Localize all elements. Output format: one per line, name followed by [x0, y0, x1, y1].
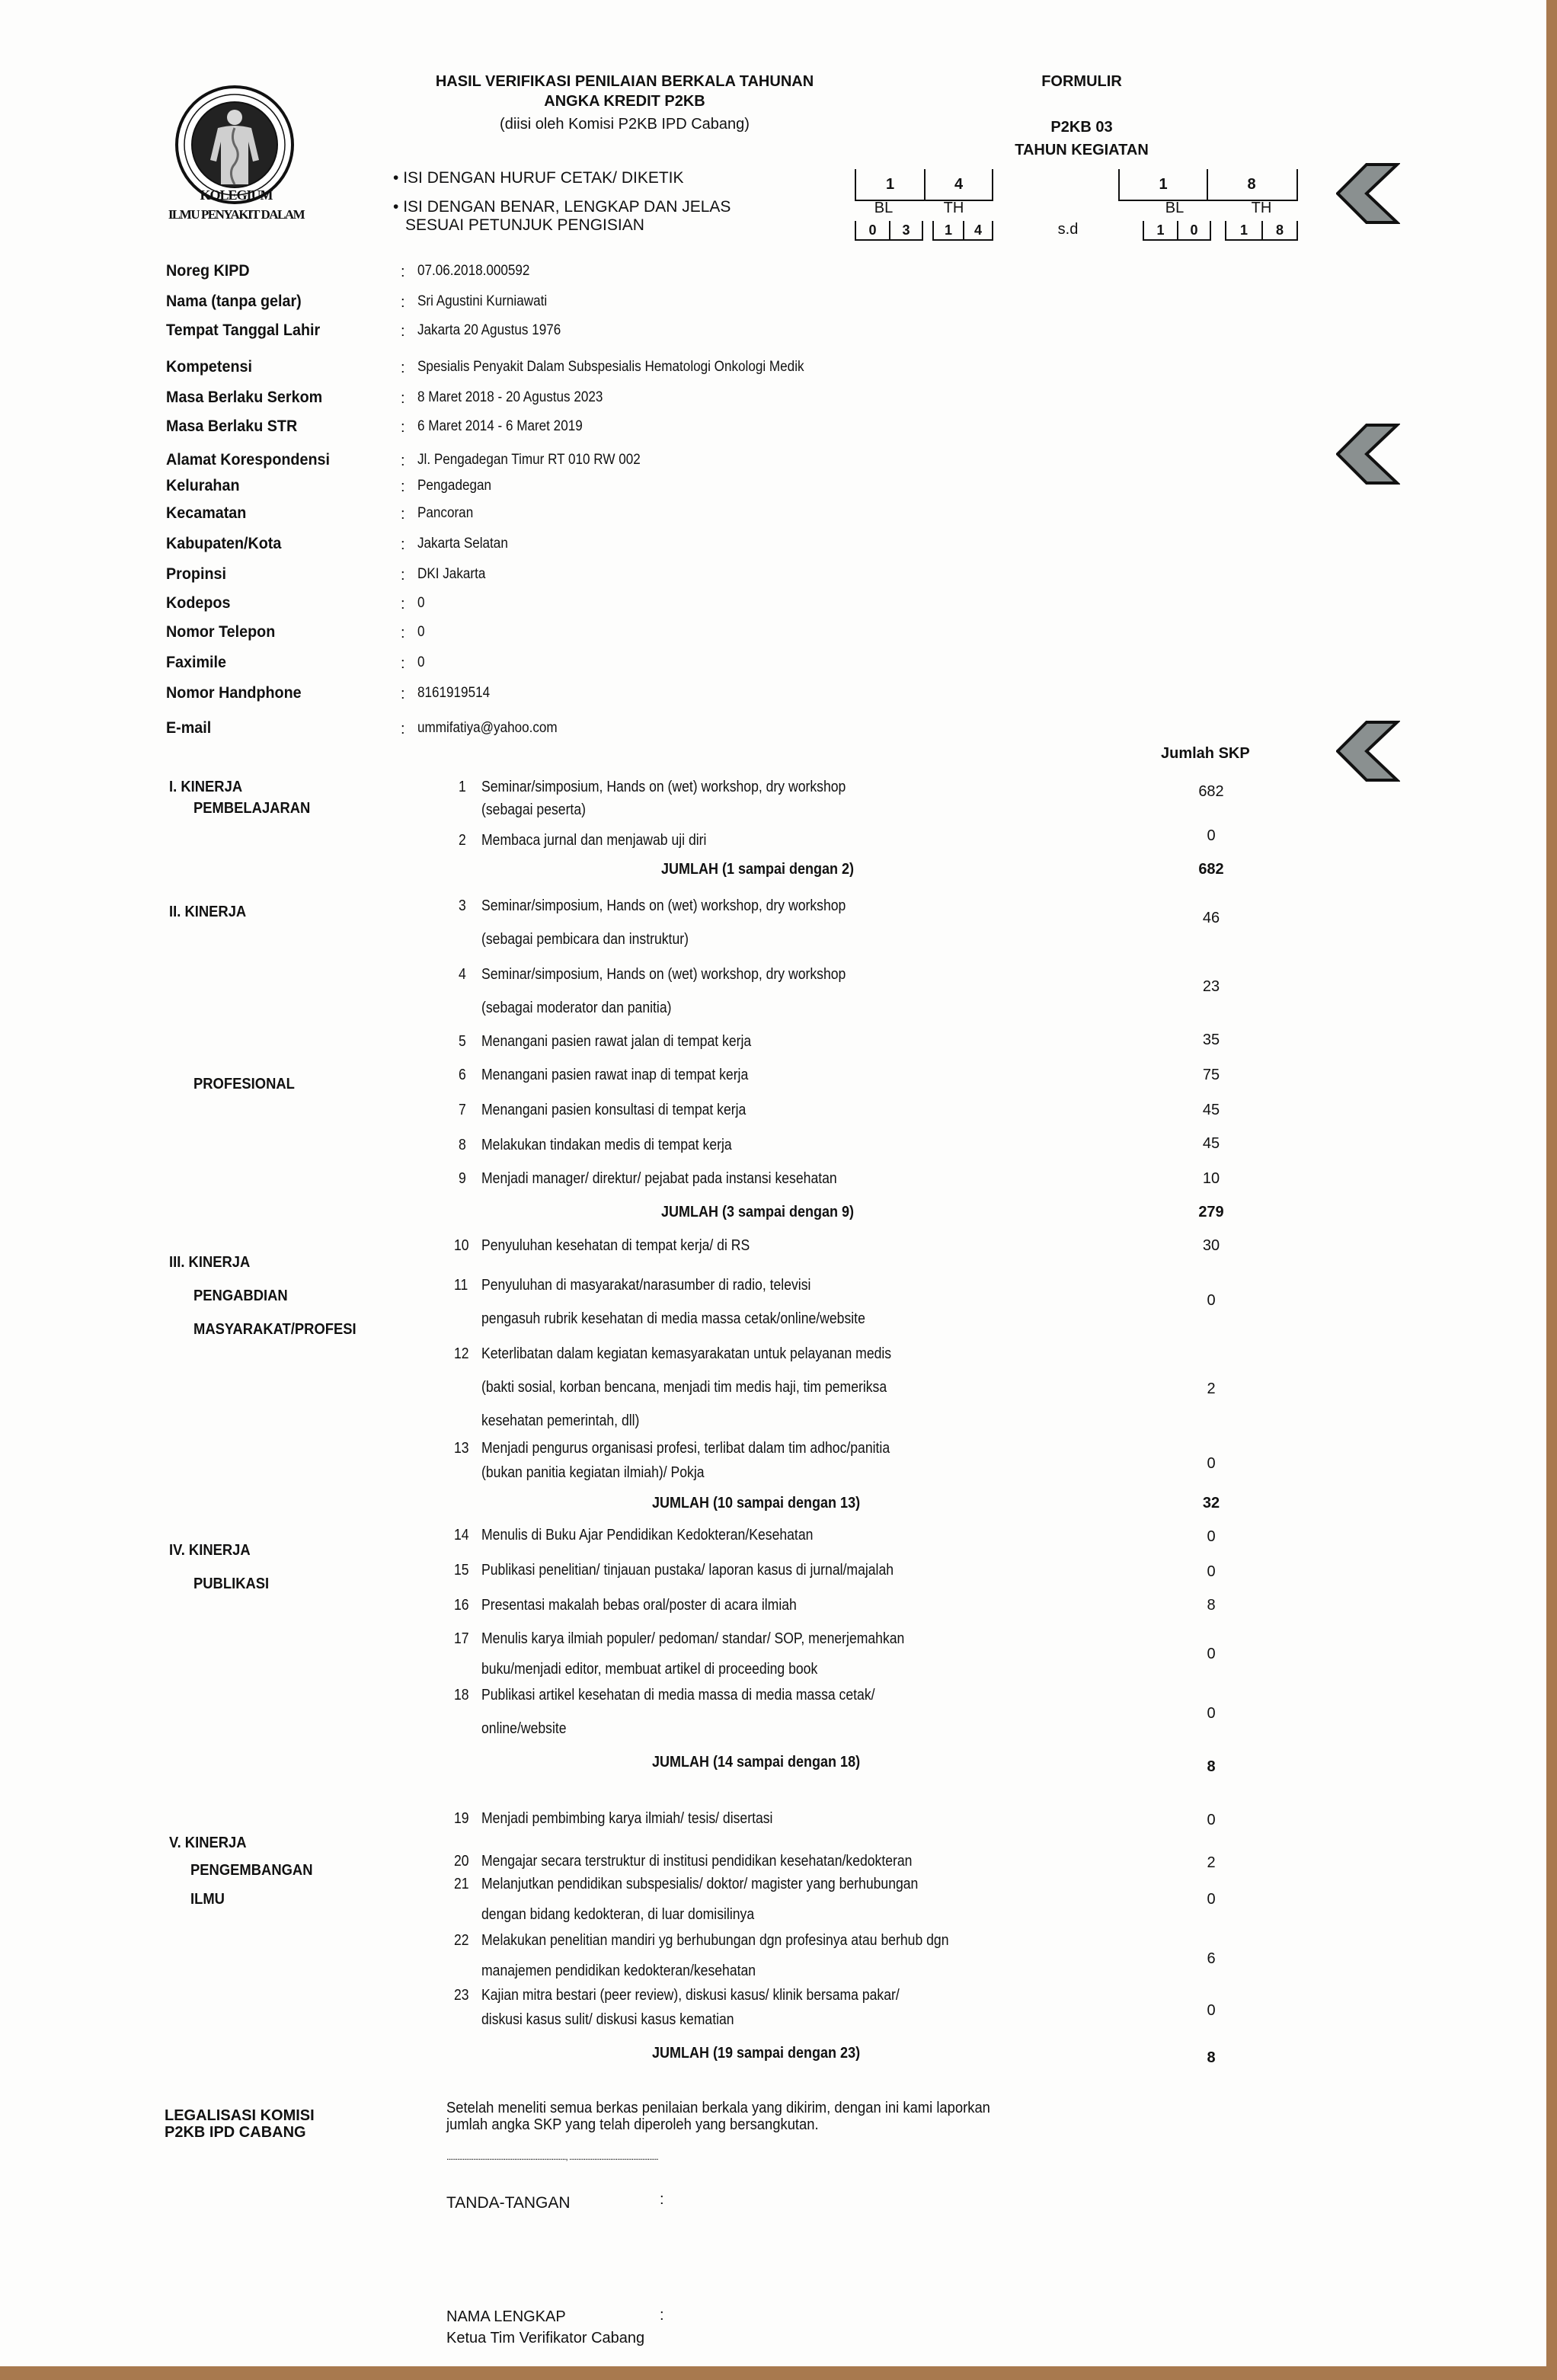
total-value: 32	[1202, 1495, 1220, 1511]
item-description: Menjadi pembimbing karya ilmiah/ tesis/ disertasi	[481, 1810, 773, 1827]
field-value: 8161919514	[417, 685, 491, 701]
item-description: Melakukan penelitian mandiri yg berhubungan dgn profesinya atau berhub dgn	[481, 1932, 949, 1949]
signature-label: TANDA-TANGAN	[446, 2194, 571, 2212]
field-label: Faximile	[166, 654, 227, 671]
field-value: 8 Maret 2018 - 20 Agustus 2023	[417, 389, 603, 405]
field-label: Masa Berlaku Serkom	[166, 389, 323, 406]
item-description: Publikasi artikel kesehatan di media massa di media massa cetak/	[481, 1687, 875, 1703]
digit: 8	[1275, 222, 1284, 238]
sd-label: s.d	[1057, 221, 1079, 238]
field-label: Kecamatan	[166, 504, 247, 522]
field-label: Kompetensi	[166, 358, 252, 376]
title-line-1: HASIL VERIFIKASI PENILAIAN BERKALA TAHUNAN	[435, 73, 814, 90]
item-description: Seminar/simposium, Hands on (wet) workshop, dry workshop	[481, 966, 846, 983]
item-skp-value: 35	[1202, 1032, 1220, 1048]
field-colon: :	[401, 686, 405, 702]
item-skp-value: 45	[1202, 1102, 1220, 1118]
item-description: Keterlibatan dalam kegiatan kemasyarakatan untuk pelayanan medis	[481, 1345, 892, 1362]
item-skp-value: 2	[1207, 1380, 1216, 1397]
item-skp-value: 30	[1202, 1237, 1220, 1254]
digit: 4	[974, 222, 982, 238]
item-number: 11	[454, 1277, 468, 1294]
item-description: (sebagai moderator dan panitia)	[481, 1000, 672, 1016]
item-number: 13	[454, 1440, 469, 1457]
field-colon: :	[401, 390, 405, 407]
instruction-1: • ISI DENGAN HURUF CETAK/ DIKETIK	[393, 169, 684, 187]
item-description: Seminar/simposium, Hands on (wet) workshop, dry workshop	[481, 897, 846, 914]
item-skp-value: 682	[1198, 783, 1224, 800]
start-bl-label: BL	[874, 200, 894, 216]
item-description: manajemen pendidikan kedokteran/kesehatan	[481, 1963, 756, 1979]
verifier-role: Ketua Tim Verifikator Cabang	[446, 2330, 645, 2346]
item-skp-value: 0	[1207, 1646, 1216, 1662]
section-1-subtitle: PEMBELAJARAN	[193, 800, 311, 817]
field-value: 07.06.2018.000592	[417, 263, 530, 279]
total-label: JUMLAH (3 sampai dengan 9)	[661, 1204, 855, 1220]
logo-caption-2: ILMU PENYAKIT DALAM	[168, 207, 305, 222]
field-colon: :	[401, 625, 405, 641]
total-label: JUMLAH (10 sampai dengan 13)	[652, 1495, 861, 1511]
total-label: JUMLAH (1 sampai dengan 2)	[661, 861, 855, 878]
item-description: Kajian mitra bestari (peer review), diskusi kasus/ klinik bersama pakar/	[481, 1987, 900, 2004]
field-value: Jakarta Selatan	[417, 536, 508, 552]
logo-caption-1: KOLEGIUM	[200, 187, 273, 203]
section-3-subtitle: PENGABDIAN	[193, 1288, 288, 1304]
item-description: Seminar/simposium, Hands on (wet) workshop, dry workshop	[481, 779, 846, 795]
legalisasi-title-line-2: P2KB IPD CABANG	[165, 2124, 306, 2141]
signature-colon: :	[660, 2191, 664, 2208]
end-bl-label: BL	[1165, 200, 1185, 216]
field-label: E-mail	[166, 719, 212, 737]
total-value: 682	[1198, 861, 1224, 878]
chevron-left-icon	[1336, 162, 1400, 226]
start-month-digit: 1	[885, 175, 895, 193]
section-1-title: I. KINERJA	[169, 779, 243, 795]
item-description: Menjadi pengurus organisasi profesi, terlibat dalam tim adhoc/panitia	[481, 1440, 890, 1457]
item-description: Menangani pasien rawat jalan di tempat kerja	[481, 1033, 752, 1050]
item-number: 3	[459, 897, 466, 914]
item-description: kesehatan pemerintah, dll)	[481, 1412, 640, 1429]
name-label: NAMA LENGKAP	[446, 2308, 566, 2325]
item-skp-value: 45	[1202, 1135, 1220, 1152]
start-th-label: TH	[943, 200, 964, 216]
form-code: P2KB 03	[1050, 119, 1113, 136]
item-description: dengan bidang kedokteran, di luar domisilinya	[481, 1906, 755, 1923]
item-description: diskusi kasus sulit/ diskusi kasus kematian	[481, 2011, 734, 2028]
item-skp-value: 0	[1207, 827, 1216, 844]
item-description: (bukan panitia kegiatan ilmiah)/ Pokja	[481, 1464, 705, 1481]
field-colon: :	[401, 596, 405, 613]
item-description: Menulis di Buku Ajar Pendidikan Kedokteran/Kesehatan	[481, 1527, 814, 1543]
item-skp-value: 8	[1207, 1597, 1216, 1614]
item-description: Penyuluhan di masyarakat/narasumber di radio, televisi	[481, 1277, 811, 1294]
field-label: Kodepos	[166, 594, 231, 612]
item-number: 7	[459, 1102, 466, 1118]
field-label: Alamat Korespondensi	[166, 451, 330, 469]
item-description: buku/menjadi editor, membuat artikel di proceeding book	[481, 1661, 818, 1678]
digit: 3	[902, 222, 910, 238]
end-bl-box	[1143, 221, 1211, 241]
item-description: (sebagai peserta)	[481, 801, 586, 818]
field-label: Masa Berlaku STR	[166, 417, 298, 435]
legalisasi-statement	[446, 2100, 990, 2133]
section-4-title: IV. KINERJA	[169, 1542, 251, 1559]
end-th-box	[1225, 221, 1298, 241]
item-number: 16	[454, 1597, 469, 1614]
digit: 1	[944, 222, 952, 238]
field-label: Nomor Telepon	[166, 623, 276, 641]
field-colon: :	[401, 360, 405, 376]
field-value: Pancoran	[417, 505, 474, 521]
item-skp-value: 0	[1207, 1455, 1216, 1472]
total-value: 8	[1207, 2049, 1216, 2066]
field-colon: :	[401, 264, 405, 280]
start-period-box	[855, 169, 993, 201]
field-label: Propinsi	[166, 565, 226, 583]
item-description: Presentasi makalah bebas oral/poster di acara ilmiah	[481, 1597, 797, 1614]
item-number: 10	[454, 1237, 469, 1254]
item-skp-value: 6	[1207, 1950, 1216, 1967]
field-value: DKI Jakarta	[417, 566, 486, 582]
digit: 0	[868, 222, 877, 238]
item-skp-value: 23	[1202, 978, 1220, 995]
item-number: 20	[454, 1853, 469, 1870]
section-4-subtitle: PUBLIKASI	[193, 1575, 270, 1592]
item-number: 8	[459, 1137, 466, 1153]
item-description: (bakti sosial, korban bencana, menjadi tim medis haji, tim pemeriksa	[481, 1379, 887, 1396]
field-value: ummifatiya@yahoo.com	[417, 720, 558, 736]
field-label: Nama (tanpa gelar)	[166, 293, 302, 310]
field-value: Jakarta 20 Agustus 1976	[417, 322, 561, 338]
place-date-line[interactable]: ..................................................................., ..................................................	[446, 2151, 658, 2162]
section-5-title: V. KINERJA	[169, 1835, 247, 1851]
item-description: Melanjutkan pendidikan subspesialis/ doktor/ magister yang berhubungan	[481, 1876, 919, 1892]
chevron-left-icon	[1336, 422, 1400, 486]
item-skp-value: 0	[1207, 1292, 1216, 1309]
name-colon: :	[660, 2307, 664, 2324]
section-3-subtitle-2: MASYARAKAT/PROFESI	[193, 1321, 356, 1338]
field-value: Pengadegan	[417, 478, 492, 494]
section-2-title: II. KINERJA	[169, 904, 247, 920]
field-value: Jl. Pengadegan Timur RT 010 RW 002	[417, 452, 641, 468]
field-label: Kelurahan	[166, 477, 240, 494]
item-number: 12	[454, 1345, 469, 1362]
start-th-box	[932, 221, 993, 241]
digit: 1	[1156, 222, 1165, 238]
field-colon: :	[401, 294, 405, 311]
legalisasi-title	[165, 2107, 315, 2141]
title-line-2: ANGKA KREDIT P2KB	[544, 93, 705, 110]
statement-line-1: Setelah meneliti semua berkas penilaian berkala yang dikirim, dengan ini kami laporkan	[446, 2100, 990, 2116]
field-label: Noreg KIPD	[166, 262, 250, 280]
start-year-digit: 4	[954, 175, 964, 193]
item-number: 21	[454, 1876, 469, 1892]
field-value: Spesialis Penyakit Dalam Subspesialis Hematologi Onkologi Medik	[417, 359, 804, 375]
total-label: JUMLAH (14 sampai dengan 18)	[652, 1754, 861, 1771]
instruction-2-cont: SESUAI PETUNJUK PENGISIAN	[405, 216, 644, 234]
digit: 1	[1239, 222, 1248, 238]
end-month-digit: 1	[1159, 175, 1168, 193]
field-colon: :	[401, 536, 405, 553]
year-label: TAHUN KEGIATAN	[1015, 142, 1149, 158]
field-value: 0	[417, 654, 425, 670]
end-year-digit: 8	[1247, 175, 1256, 193]
field-colon: :	[401, 323, 405, 340]
item-description: pengasuh rubrik kesehatan di media massa cetak/online/website	[481, 1310, 865, 1327]
field-label: Tempat Tanggal Lahir	[166, 321, 321, 339]
item-skp-value: 0	[1207, 1705, 1216, 1722]
item-number: 22	[454, 1932, 469, 1949]
field-colon: :	[401, 506, 405, 523]
section-2-subtitle: PROFESIONAL	[193, 1076, 295, 1092]
item-description: Publikasi penelitian/ tinjauan pustaka/ laporan kasus di jurnal/majalah	[481, 1562, 894, 1579]
item-description: Membaca jurnal dan menjawab uji diri	[481, 832, 707, 849]
item-skp-value: 0	[1207, 1812, 1216, 1828]
item-skp-value: 0	[1207, 2002, 1216, 2019]
item-skp-value: 0	[1207, 1528, 1216, 1545]
field-value: 0	[417, 595, 425, 611]
skp-column-header: Jumlah SKP	[1161, 745, 1250, 762]
item-number: 14	[454, 1527, 469, 1543]
end-period-box	[1118, 169, 1298, 201]
field-value: 0	[417, 624, 425, 640]
item-description: Menangani pasien konsultasi di tempat kerja	[481, 1102, 747, 1118]
field-colon: :	[401, 419, 405, 436]
total-value: 8	[1207, 1758, 1216, 1775]
digit: 0	[1190, 222, 1198, 238]
instruction-2: • ISI DENGAN BENAR, LENGKAP DAN JELAS	[393, 198, 731, 216]
field-colon: :	[401, 567, 405, 584]
field-colon: :	[401, 453, 405, 469]
chevron-left-icon	[1336, 719, 1400, 783]
item-description: Menjadi manager/ direktur/ pejabat pada instansi kesehatan	[481, 1170, 837, 1187]
field-value: Sri Agustini Kurniawati	[417, 293, 548, 309]
item-number: 23	[454, 1987, 469, 2004]
item-number: 19	[454, 1810, 469, 1827]
item-number: 4	[459, 966, 466, 983]
item-number: 5	[459, 1033, 466, 1050]
item-number: 17	[454, 1630, 469, 1647]
item-number: 6	[459, 1067, 466, 1083]
field-value: 6 Maret 2014 - 6 Maret 2019	[417, 418, 583, 434]
item-skp-value: 0	[1207, 1891, 1216, 1908]
form-label: FORMULIR	[1041, 73, 1122, 90]
item-number: 18	[454, 1687, 469, 1703]
item-description: Melakukan tindakan medis di tempat kerja	[481, 1137, 732, 1153]
start-bl-box	[855, 221, 923, 241]
item-skp-value: 10	[1202, 1170, 1220, 1187]
item-description: (sebagai pembicara dan instruktur)	[481, 931, 689, 948]
item-number: 2	[459, 832, 466, 849]
item-description: Penyuluhan kesehatan di tempat kerja/ di RS	[481, 1237, 750, 1254]
item-description: online/website	[481, 1720, 567, 1737]
item-description: Menulis karya ilmiah populer/ pedoman/ standar/ SOP, menerjemahkan	[481, 1630, 905, 1647]
item-number: 15	[454, 1562, 469, 1579]
item-skp-value: 0	[1207, 1563, 1216, 1580]
item-description: Mengajar secara terstruktur di institusi pendidikan kesehatan/kedokteran	[481, 1853, 913, 1870]
total-value: 279	[1198, 1204, 1224, 1220]
item-skp-value: 75	[1202, 1067, 1220, 1083]
item-description: Menangani pasien rawat inap di tempat kerja	[481, 1067, 749, 1083]
item-skp-value: 2	[1207, 1854, 1216, 1871]
field-label: Kabupaten/Kota	[166, 535, 282, 552]
field-colon: :	[401, 721, 405, 737]
total-label: JUMLAH (19 sampai dengan 23)	[652, 2045, 861, 2062]
item-number: 9	[459, 1170, 466, 1187]
item-number: 1	[459, 779, 466, 795]
legalisasi-title-line-1: LEGALISASI KOMISI	[165, 2107, 315, 2124]
field-label: Nomor Handphone	[166, 684, 302, 702]
end-th-label: TH	[1251, 200, 1272, 216]
field-colon: :	[401, 478, 405, 495]
section-5-subtitle-2: ILMU	[190, 1891, 225, 1908]
title-line-3: (diisi oleh Komisi P2KB IPD Cabang)	[500, 116, 750, 133]
item-skp-value: 46	[1202, 910, 1220, 926]
section-5-subtitle: PENGEMBANGAN	[190, 1862, 313, 1879]
section-3-title: III. KINERJA	[169, 1254, 251, 1271]
statement-line-2: jumlah angka SKP yang telah diperoleh yang bersangkutan.	[446, 2116, 819, 2133]
field-colon: :	[401, 655, 405, 672]
